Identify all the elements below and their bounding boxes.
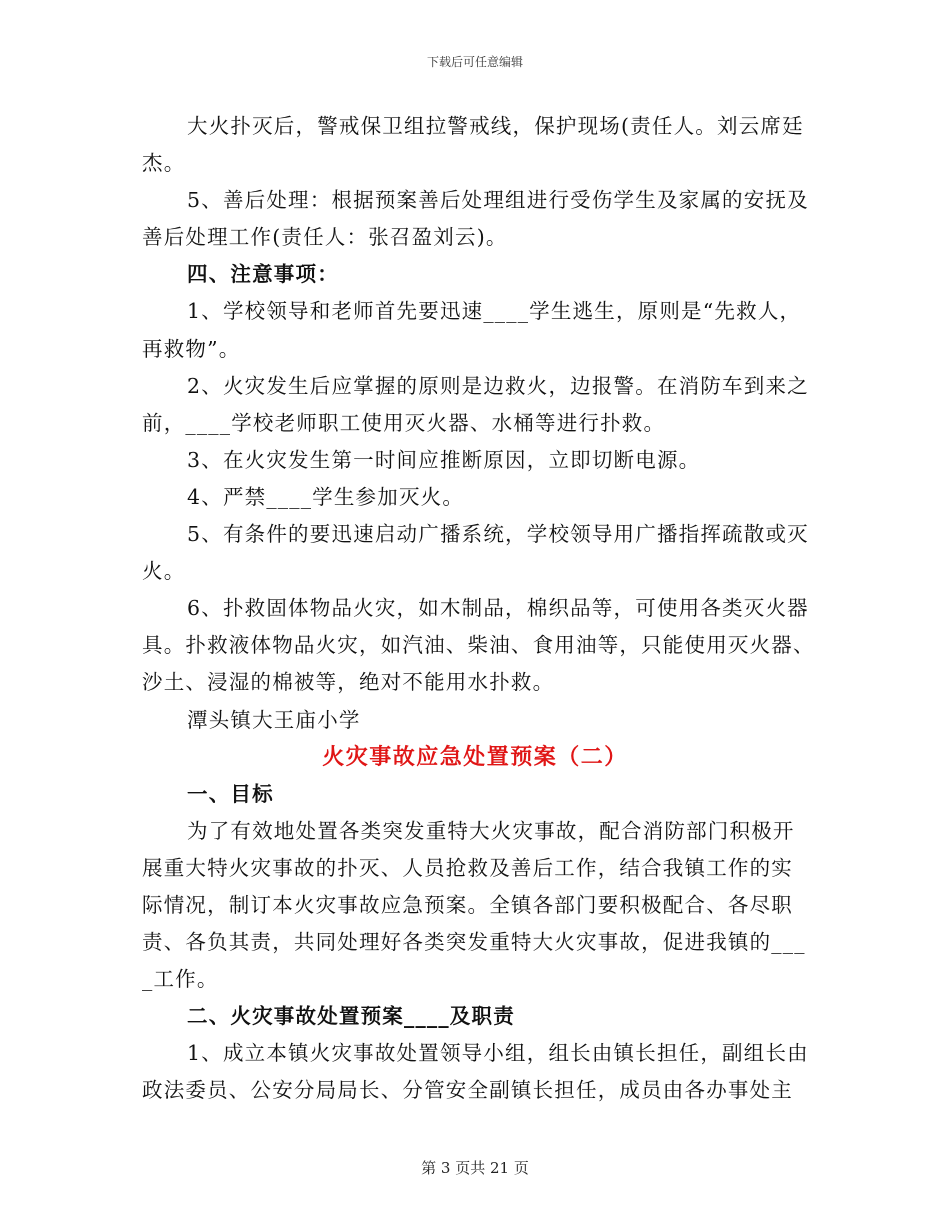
paragraph-line: 大火扑灭后，警戒保卫组拉警戒线，保护现场(责任人。刘云席廷 bbox=[187, 114, 804, 138]
paragraph-line: 2、火灾发生后应掌握的原则是边救火，边报警。在消防车到来之 bbox=[187, 373, 809, 398]
document-body bbox=[142, 108, 815, 1110]
paragraph-line: 际情况，制订本火灾事故应急预案。全镇各部门要积极配合、各尽职 bbox=[142, 892, 793, 917]
section-heading: 四、注意事项： bbox=[187, 262, 339, 287]
paragraph-line: 政法委员、公安分局局长、分管安全副镇长担任，成员由各办事处主 bbox=[142, 1078, 793, 1103]
paragraph-line: 6、扑救固体物品火灾，如木制品，棉织品等，可使用各类灭火器 bbox=[187, 596, 809, 621]
paragraph-line: 5、善后处理：根据预案善后处理组进行受伤学生及家属的安抚及 bbox=[187, 188, 809, 213]
paragraph-line: 责、各负其责，共同处理好各类突发重特大火灾事故，促进我镇的___ bbox=[142, 930, 806, 955]
paragraph-line: 为了有效地处置各类突发重特大火灾事故，配合消防部门积极开 bbox=[187, 818, 795, 843]
paragraph-line: 1、学校领导和老师首先要迅速____学生逃生，原则是“先救人， bbox=[187, 299, 802, 324]
paragraph-line: 再救物”。 bbox=[142, 336, 241, 361]
paragraph-line: 善后处理工作(责任人：张召盈刘云)。 bbox=[142, 225, 508, 250]
paragraph-line: _工作。 bbox=[142, 967, 219, 992]
section-heading: 二、火灾事故处置预案____及职责 bbox=[187, 1004, 515, 1029]
paragraph-line: 5、有条件的要迅速启动广播系统，学校领导用广播指挥疏散或灭 bbox=[187, 522, 809, 547]
page-footer: 第 3 页共 21 页 bbox=[421, 1159, 529, 1177]
paragraph-line: 3、在火灾发生第一时间应推断原因，立即切断电源。 bbox=[187, 447, 701, 472]
paragraph-line: 前，____学校老师职工使用灭火器、水桶等进行扑救。 bbox=[142, 410, 666, 435]
page-header: 下载后可任意编辑 bbox=[426, 55, 523, 69]
paragraph-line: 展重大特火灾事故的扑灭、人员抢救及善后工作，结合我镇工作的实 bbox=[142, 855, 793, 880]
school-signature: 潭头镇大王庙小学 bbox=[187, 707, 361, 732]
paragraph-line: 1、成立本镇火灾事故处置领导小组，组长由镇长担任，副组长由 bbox=[187, 1041, 809, 1066]
document-title: 火灾事故应急处置预案（二） bbox=[322, 743, 628, 770]
paragraph-line: 杰。 bbox=[142, 151, 186, 176]
paragraph-line: 火。 bbox=[142, 559, 186, 584]
paragraph-line: 沙土、浸湿的棉被等，绝对不能用水扑救。 bbox=[142, 670, 555, 695]
paragraph-line: 4、严禁____学生参加灭火。 bbox=[187, 484, 465, 509]
section-heading: 一、目标 bbox=[187, 781, 274, 806]
paragraph-line: 具。扑救液体物品火灾，如汽油、柴油、食用油等，只能使用灭火器、 bbox=[142, 633, 815, 658]
